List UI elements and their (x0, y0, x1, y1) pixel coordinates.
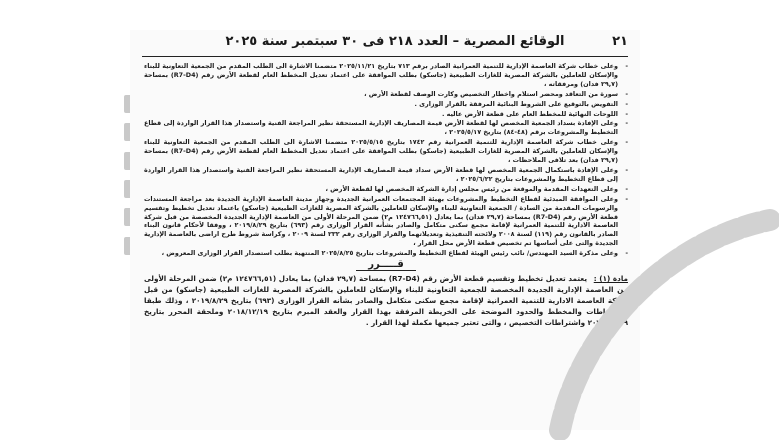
paragraph: - وعلى خطاب شركة العاصمة الإدارية للتنمية العمرانية رقم ١٧٤٢ بتاريخ ٢٠٢٥/٥/١٥ متضمنا الاشارة الى الطلب المقدم من الجمعية التعاونية للبناء والإسكان للعاملين بالشركة المصرية للغازات الطبيعية (جاسكو) بطلب الموافقة على اعتماد تعديل المخطط العام لقطعة الأرض رقم (R7-D4) بمساحة (٢٩,٧ فدان) بعد تلافى الملاحظات ، (144, 138, 628, 165)
paragraph: - وعلى الإفادة باستكمال الجمعية المخصص لها قطعة الأرض سداد قيمة المصاريف الإدارية المستحقة نظير المراجعة الفنية واستصدار هذا القرار الواردة إلى قطاع التخطيط والمشروعات بتاريخ ٢٠٢٥/٦/٢٢ ، (144, 166, 628, 184)
paragraph: - وعلى الإفادة بسداد الجمعية المخصص لها لقطعة الأرض قيمة المصاريف الإدارية المستحقة نظير المراجعة الفنية واستصدار هذا القرار الواردة إلى قطاع التخطيط والمشروعات برقم (٤٨-٨٤) بتاريخ ٢٠٢٥/٥/١٧ ، (144, 119, 628, 137)
paragraph: - سورة من التعاقد ومحضر استلام واخطار التخصيص وكارت الوصف لقطعة الأرض ، (144, 90, 628, 99)
header-divider (142, 56, 628, 57)
decision-heading-text: قـــــرر (356, 259, 416, 271)
paragraph: - وعلى الموافقة المبدئية لقطاع التخطيط والمشروعات بهيئة المجتمعات العمرانية الجديدة وجهاز مدينة العاصمة الإدارية الجديدة بعد مراجعة المستندات والرسومات المقدمة من السادة / الجمعية التعاونية للبناء والإسكان للعاملين بالشركة المصرية للغازات الطبيعية (جاسكو) باعتماد تعديل تخطيط وتقسيم قطعة الأرض رقم (R7-D4) بمساحة (٢٩,٧ فدان) بما يعادل (١٢٤٧٦٦,٥١ م٢) ضمن المرحلة الأولى من العاصمة الإدارية الجديدة المخصصة من قبل شركة العاصمة الادارية للتنمية العمرانية لإقامة مجمع سكنى متكامل والصادر بشأنه القرار الوزارى رقم (٦٩٣) بتاريخ ٢٠١٩/٨/٢٩ ، ووفقا لأحكام قانون البناء الصادر بالقانون رقم (١١٩) لسنة ٢٠٠٨ ولائحته التنفيذية وتعديلاتهما والقرار الوزارى رقم ٢٣٢ لسنة ٢٠٠٩ ، وكراسة شروط طرح اراضى بالعاصمة الإدارية الجديدة والتى على أساسها تم تخصيص قطعة الأرض محل القرار ، (144, 195, 628, 248)
article-label: مادة (١) : (593, 273, 628, 283)
paragraph: - اللوحات النهائية للمخطط العام على قطعة الأرض عاليه . (144, 110, 628, 119)
watermark-arc (520, 180, 779, 440)
article-text: يعتمد تعديل تخطيط وتقسيم قطعة الأرض رقم (R7-D4) بمساحة (٢٩,٧ فدان) بما يعادل (١٢٤٧٦٦,٥١ م٢) ضمن المرحلة الأولى من العاصمة الإدارية الجديدة المخصصة للجمعية التعاونية للبناء والإسكان للعاملين بالشركة المصرية للغازات الطبيعية (جاسكو) من قبل شركة العاصمة الادارية للتنمية العمرانية لإقامة مجمع سكنى متكامل والصادر بشأنه القرار الوزارى (٦٩٣) بتاريخ ٢٠١٩/٨/٢٩ ، وذلك طبقا للاشتراطات والمخطط والحدود الموضحة على الخريطة المرفقة بهذا القرار والعقد المبرم بتاريخ ٢٠١٨/١٢/١٩ وملحقة المحرر بتاريخ ٢٠٢١/١١/١٩ واشتراطات التخصيص ، والتى تعتبر جميعها مكملة لهذا القرار . (144, 273, 629, 327)
page-header (130, 30, 640, 52)
paragraph: - وعلى خطاب شركة العاصمة الإدارية للتنمية العمرانية الصادر برقم ٧١٣ بتاريخ ٢٠٢٥/١١/٢١ متضمنا الاشارة الى الطلب المقدم من الجمعية التعاونية للبناء والإسكان للعاملين بالشركة المصرية للغازات الطبيعية (جاسكو) بطلب الموافقة على اعتماد تعديل المخطط العام لقطعة الأرض رقم (R7-D4) بمساحة (٢٩,٧ فدان) ومرفقاته ، (144, 62, 628, 89)
page-title: الوقائع المصرية – العدد ٢١٨ فى ٣٠ سبتمبر سنة ٢٠٢٥ (225, 33, 565, 49)
page-number: ٢١ (612, 33, 628, 49)
paragraph: - وعلى التعهدات المقدمة والموقعة من رئيس مجلس إدارة الشركة المخصص لها لقطعة الأرض ، (144, 185, 628, 194)
paragraph: - التفويض بالتوقيع على الشروط البنائية المرفقة بالقرار الوزارى . (144, 100, 628, 109)
paragraph: - وعلى مذكرة السيد المهندس/ نائب رئيس الهيئة لقطاع التخطيط والمشروعات بتاريخ ٢٠٢٥/٨/٢٥ المنتهية بطلب استصدار القرار الوزارى المعروض ، (144, 249, 628, 258)
